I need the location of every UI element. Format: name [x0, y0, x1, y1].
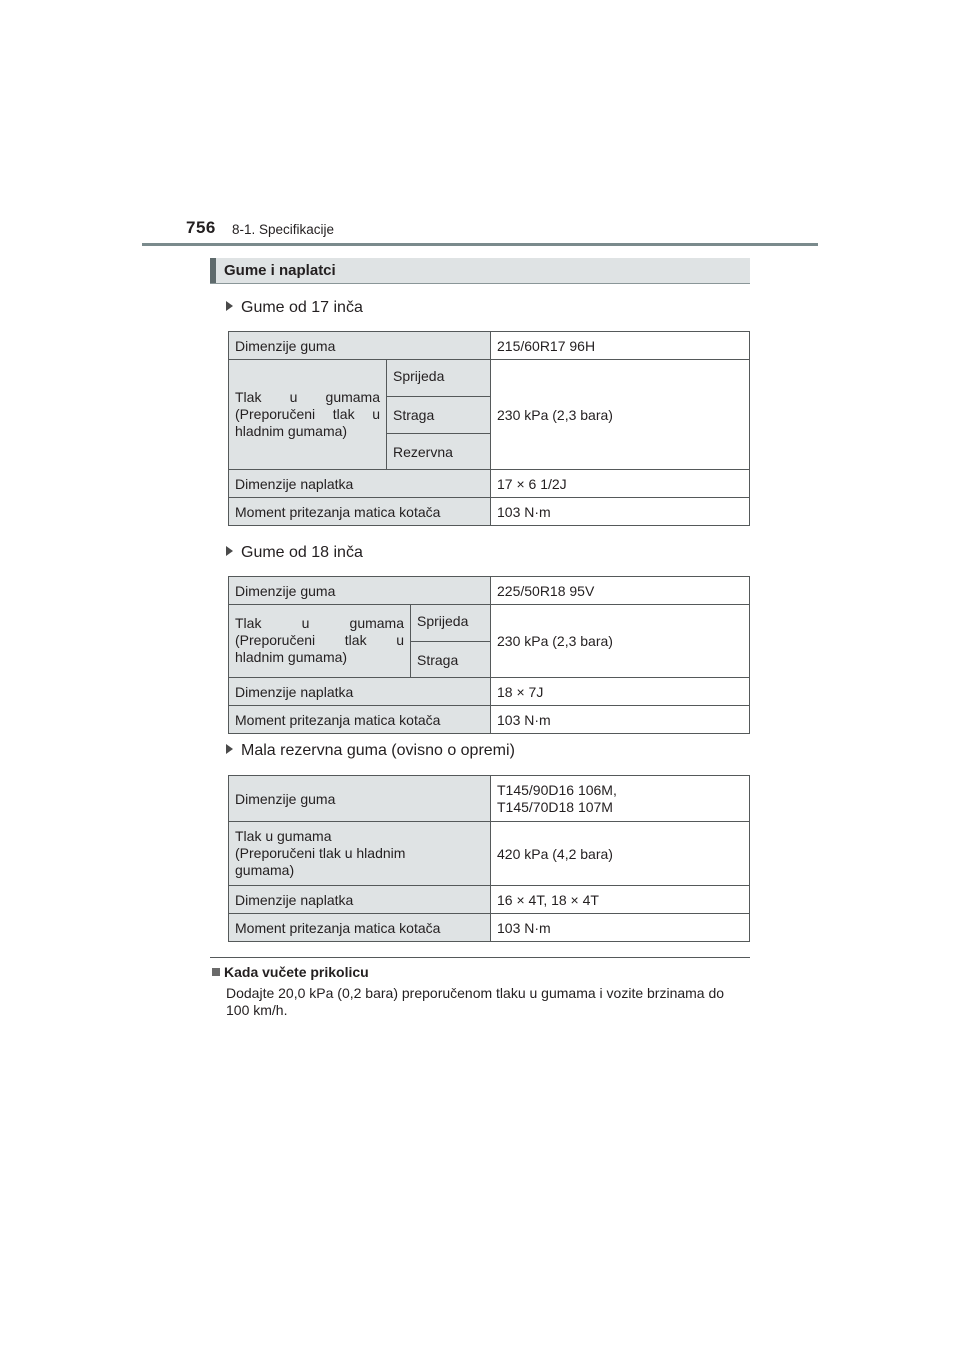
table-cell-label: Dimenzije guma — [229, 776, 491, 822]
table-cell-value: 420 kPa (4,2 bara) — [491, 822, 750, 886]
table-row — [229, 332, 750, 360]
table-cell-position: Rezervna — [387, 434, 491, 470]
table-row — [229, 822, 750, 886]
table-cell-position: Sprijeda — [387, 360, 491, 397]
note-divider — [210, 957, 750, 958]
table-cell-value: 103 N·m — [491, 498, 750, 526]
triangle-bullet-icon — [226, 744, 233, 754]
table-cell-label: Moment pritezanja matica kotača — [229, 914, 491, 942]
subheading-text: Mala rezervna guma (ovisno o opremi) — [241, 742, 515, 759]
triangle-bullet-icon — [226, 546, 233, 556]
subheading-18-inch — [226, 544, 363, 562]
triangle-bullet-icon — [226, 301, 233, 311]
note-text: Dodajte 20,0 kPa (0,2 bara) preporučenom tlaku u gumama i vozite brzinama do 100 km/h. — [226, 985, 725, 1018]
table-cell-label — [229, 822, 491, 886]
table-cell-label: Dimenzije naplatka — [229, 886, 491, 914]
table-row — [229, 577, 750, 605]
note-title: Kada vučete prikolicu — [224, 964, 369, 980]
pressure-label-line: (Preporučeni tlak u hladnim — [235, 845, 406, 861]
section-heading — [210, 258, 750, 284]
table-cell-value: 230 kPa (2,3 bara) — [491, 360, 750, 470]
subheading-text: Gume od 18 inča — [241, 544, 363, 561]
size-line: T145/70D18 107M — [497, 798, 613, 815]
table-cell-value: 18 × 7J — [491, 678, 750, 706]
table-row — [229, 886, 750, 914]
table-cell-position: Straga — [411, 642, 491, 678]
section-title: Gume i naplatci — [224, 262, 336, 279]
pressure-label-line: Tlak u gumama — [235, 828, 332, 844]
table-cell-value: 225/50R18 95V — [491, 577, 750, 605]
size-line: T145/90D16 106M, — [497, 781, 617, 798]
table-cell-value: 103 N·m — [491, 706, 750, 734]
table-cell-value: 16 × 4T, 18 × 4T — [491, 886, 750, 914]
section-marker — [210, 258, 216, 283]
table-cell-label: Dimenzije guma — [229, 577, 491, 605]
header-divider — [142, 243, 818, 246]
table-row — [229, 605, 750, 642]
table-row — [229, 776, 750, 822]
tire-table-17-inch — [228, 331, 750, 526]
subheading-text: Gume od 17 inča — [241, 299, 363, 316]
table-cell-value: 17 × 6 1/2J — [491, 470, 750, 498]
table-cell-label: Dimenzije naplatka — [229, 678, 491, 706]
table-row — [229, 914, 750, 942]
subheading-compact-spare — [226, 742, 515, 760]
table-cell-value: 230 kPa (2,3 bara) — [491, 605, 750, 678]
table-row — [229, 706, 750, 734]
table-cell-value — [491, 776, 750, 822]
table-cell-label: Tlak u gumama (Preporučeni tlak u hladnim gumama) — [229, 360, 387, 470]
square-bullet-icon — [212, 968, 220, 976]
table-row — [229, 678, 750, 706]
table-row — [229, 498, 750, 526]
table-cell-label: Tlak u gumama (Preporučeni tlak u hladnim gumama) — [229, 605, 411, 678]
table-cell-label: Moment pritezanja matica kotača — [229, 706, 491, 734]
table-row — [229, 470, 750, 498]
subheading-17-inch — [226, 299, 363, 317]
chapter-title: 8-1. Specifikacije — [232, 222, 335, 237]
tire-table-compact-spare — [228, 775, 750, 942]
table-cell-label: Moment pritezanja matica kotača — [229, 498, 491, 526]
table-cell-value: 215/60R17 96H — [491, 332, 750, 360]
table-cell-position: Sprijeda — [411, 605, 491, 642]
table-cell-label: Dimenzije naplatka — [229, 470, 491, 498]
page-number: 756 — [186, 218, 216, 237]
table-cell-position: Straga — [387, 397, 491, 434]
note-heading — [212, 964, 369, 980]
tire-table-18-inch — [228, 576, 750, 734]
table-cell-value: 103 N·m — [491, 914, 750, 942]
table-cell-label: Dimenzije guma — [229, 332, 491, 360]
pressure-label-line: gumama) — [235, 862, 295, 878]
table-row — [229, 360, 750, 397]
